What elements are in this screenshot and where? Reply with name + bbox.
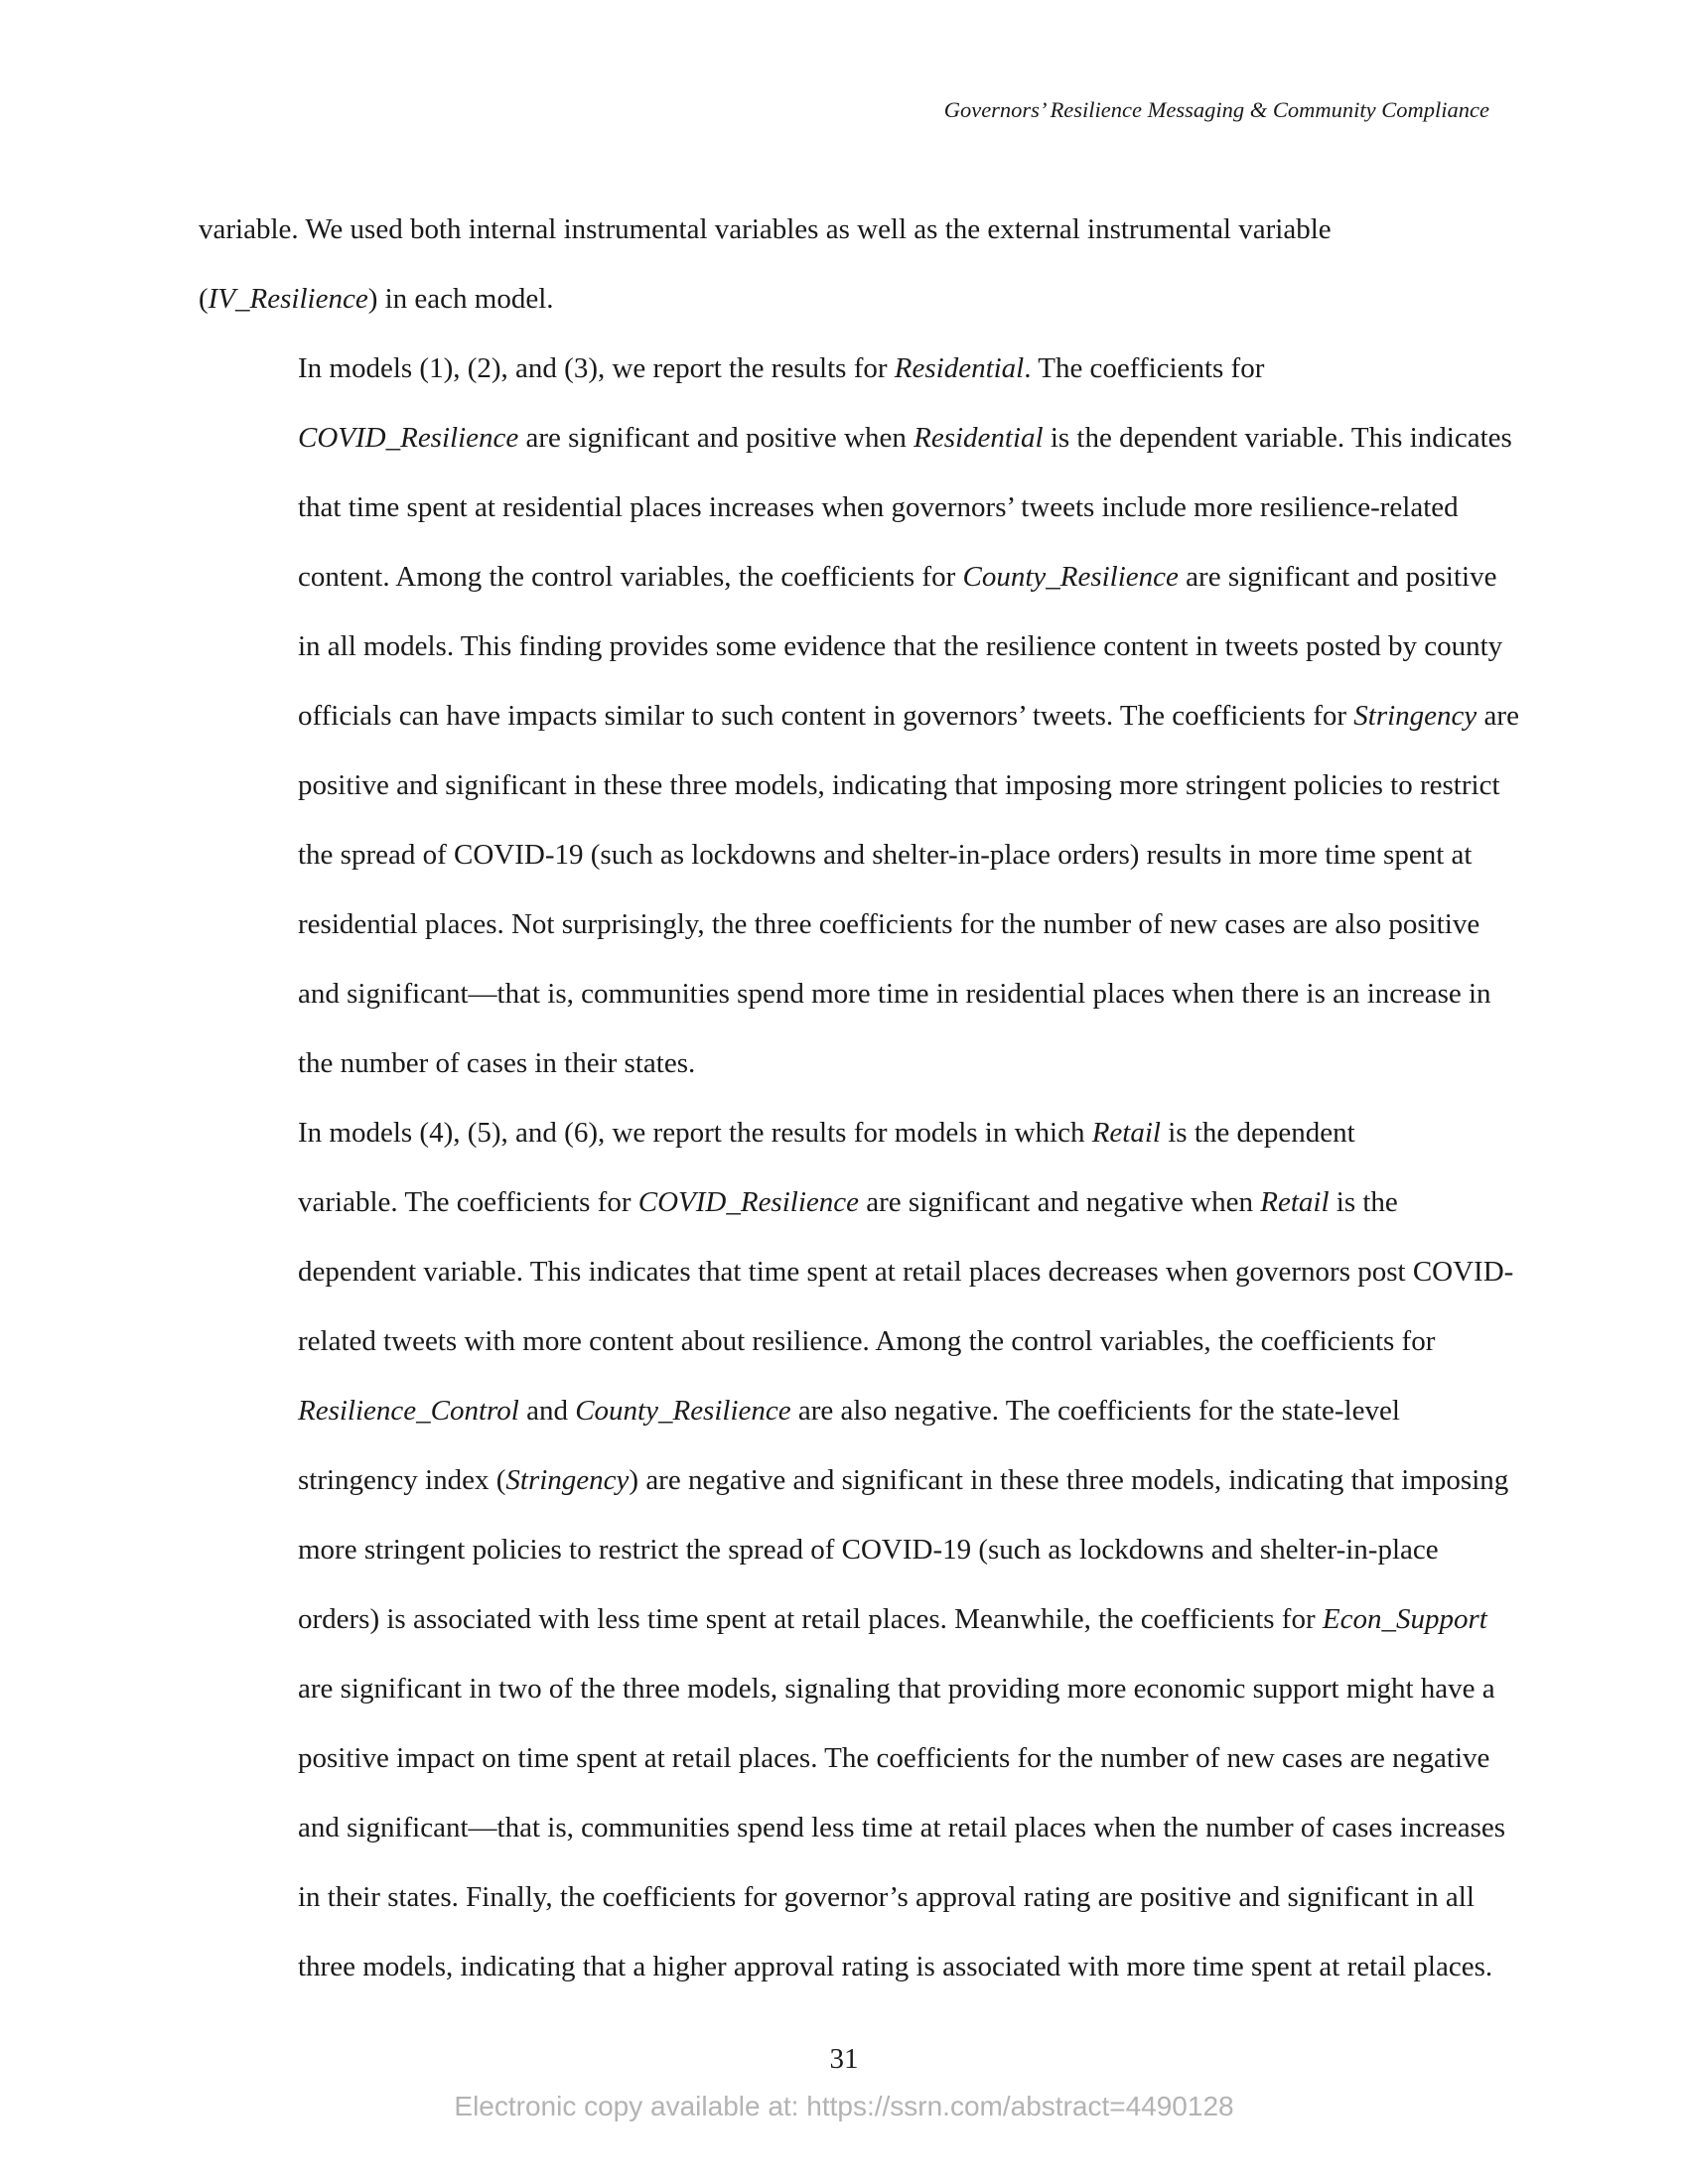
text-run: . The coefficients for — [1024, 352, 1265, 384]
text-run: In models (1), (2), and (3), we report the results for — [298, 352, 895, 384]
italic-term: Resilience_Control — [298, 1395, 519, 1427]
running-header: Governors’ Resilience Messaging & Community Compliance — [943, 97, 1489, 122]
italic-term: Stringency — [1353, 700, 1477, 732]
text-run: ) are negative and significant in these three models, indicating that imposing — [629, 1464, 1509, 1496]
paragraph — [199, 195, 1489, 334]
text-line — [199, 889, 1489, 959]
text-run: ( — [199, 283, 209, 315]
text-run: are significant and positive — [1178, 561, 1497, 593]
text-run: in all models. This finding provides some evidence that the resilience content in tweets posted by county — [298, 630, 1503, 662]
text-line — [199, 473, 1489, 542]
text-line — [199, 1167, 1489, 1237]
text-line — [199, 1445, 1509, 1515]
body-text — [199, 195, 1519, 2001]
italic-term: COVID_Resilience — [298, 422, 519, 454]
italic-term: Residential — [914, 422, 1044, 454]
text-line — [199, 1028, 1489, 1098]
text-run: positive impact on time spent at retail places. The coefficients for the number of new cases are negative — [298, 1742, 1490, 1774]
text-line — [199, 1932, 1493, 2001]
text-run: more stringent policies to restrict the spread of COVID-19 (such as lockdowns and shelter-in-place — [298, 1534, 1439, 1566]
text-line — [199, 612, 1503, 681]
text-line — [199, 334, 1489, 403]
text-line — [199, 264, 1489, 334]
text-run: related tweets with more content about resilience. Among the control variables, the coefficients for — [298, 1325, 1436, 1357]
text-run: orders) is associated with less time spent at retail places. Meanwhile, the coefficients for — [298, 1603, 1323, 1635]
text-line — [199, 1723, 1489, 1793]
text-run: variable. The coefficients for — [298, 1186, 638, 1218]
text-line — [199, 1584, 1489, 1654]
text-run: are significant in two of the three models, signaling that providing more economic support might have a — [298, 1673, 1495, 1705]
text-line — [199, 1654, 1495, 1723]
text-run: are significant and negative when — [859, 1186, 1261, 1218]
text-run: in their states. Finally, the coefficients for governor’s approval rating are positive and significant in all — [298, 1881, 1475, 1913]
text-run: is the dependent variable. This indicates — [1043, 422, 1512, 454]
italic-term: COVID_Resilience — [637, 1186, 860, 1218]
page-number: 31 — [829, 2043, 859, 2075]
text-line — [199, 751, 1500, 820]
text-line — [199, 820, 1489, 889]
text-run: are also negative. The coefficients for the state-level — [790, 1395, 1400, 1427]
italic-term: Stringency — [505, 1464, 630, 1496]
text-line — [199, 681, 1519, 751]
text-run: and — [518, 1395, 576, 1427]
text-run: are significant and positive when — [518, 422, 914, 454]
text-run: are — [1477, 700, 1519, 732]
text-line — [199, 1098, 1489, 1167]
text-run: the number of cases in their states. — [298, 1047, 696, 1079]
italic-term: Retail — [1091, 1117, 1161, 1149]
text-line — [199, 1306, 1489, 1376]
text-line — [199, 1376, 1489, 1445]
text-line — [199, 1793, 1506, 1862]
italic-term: IV_Resilience — [208, 283, 368, 315]
text-line — [199, 1237, 1514, 1306]
paragraph — [199, 1098, 1514, 2001]
text-run: and significant—that is, communities spend more time in residential places when there is an increase in — [298, 978, 1491, 1010]
text-line — [199, 195, 1489, 264]
paragraph — [199, 334, 1519, 1098]
text-run: is the — [1329, 1186, 1398, 1218]
text-line — [199, 403, 1512, 473]
text-run: and significant—that is, communities spend less time at retail places when the number of cases increases — [298, 1812, 1506, 1843]
text-run: is the dependent — [1160, 1117, 1355, 1149]
text-run: content. Among the control variables, the coefficients for — [298, 561, 963, 593]
text-run: the spread of COVID-19 (such as lockdowns and shelter-in-place orders) results in more time spent at — [298, 839, 1473, 871]
italic-term: Residential — [894, 352, 1025, 384]
text-run: that time spent at residential places increases when governors’ tweets include more resilience-related — [298, 491, 1459, 523]
text-line — [199, 542, 1497, 612]
text-line — [199, 1862, 1489, 1932]
text-run: officials can have impacts similar to such content in governors’ tweets. The coefficients for — [298, 700, 1354, 732]
ssrn-notice[interactable]: Electronic copy available at: https://ssrn.com/abstract=4490128 — [454, 2091, 1234, 2121]
text-run: In models (4), (5), and (6), we report the results for models in which — [298, 1117, 1092, 1149]
text-run: residential places. Not surprisingly, the three coefficients for the number of new cases are also positive — [298, 908, 1480, 940]
italic-term: County_Resilience — [575, 1395, 791, 1427]
text-run: three models, indicating that a higher approval rating is associated with more time spent at retail places. — [298, 1951, 1493, 1982]
text-run: stringency index ( — [298, 1464, 506, 1496]
text-run: variable. We used both internal instrumental variables as well as the external instrumental variable — [199, 213, 1332, 245]
italic-term: Econ_Support — [1322, 1603, 1487, 1635]
text-run: positive and significant in these three models, indicating that imposing more stringent policies to restrict — [298, 769, 1500, 801]
text-run: dependent variable. This indicates that time spent at retail places decreases when governors post COVID- — [298, 1256, 1514, 1288]
italic-term: Retail — [1260, 1186, 1330, 1218]
text-line — [199, 1515, 1489, 1584]
text-line — [199, 959, 1489, 1028]
text-run: ) in each model. — [367, 283, 554, 315]
italic-term: County_Resilience — [962, 561, 1179, 593]
